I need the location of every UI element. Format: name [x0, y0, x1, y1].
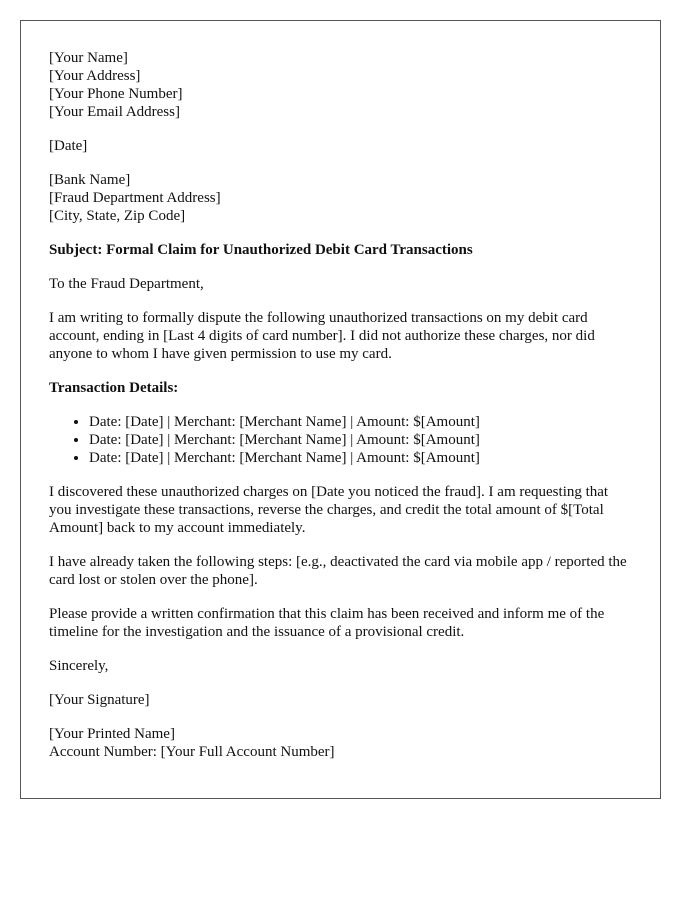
sender-phone: [Your Phone Number]: [49, 86, 183, 102]
letter: [20, 20, 661, 799]
fraud-department-address: [Fraud Department Address]: [49, 190, 221, 206]
transaction-details-heading: Transaction Details:: [49, 380, 179, 396]
intro-paragraph: I am writing to formally dispute the following unauthorized transactions on my debit card account, ending in [Last 4 digits of card number]. I did not authorize these charges, nor did anyone to whom I have given permission to use my card.: [49, 310, 595, 362]
subject-line: Subject: Formal Claim for Unauthorized Debit Card Transactions: [49, 242, 473, 258]
recipient-block: [49, 171, 632, 225]
printed-name: [Your Printed Name]: [49, 726, 175, 742]
signature: [Your Signature]: [49, 692, 150, 708]
confirmation-paragraph: Please provide a written confirmation that this claim has been received and inform me of the timeline for the investigation and the issuance of a provisional credit.: [49, 606, 605, 640]
request-paragraph: I discovered these unauthorized charges on [Date you noticed the fraud]. I am requesting that you investigate these transactions, reverse the charges, and credit the total amount of $[Total Amount] back to my account immediately.: [49, 484, 609, 536]
transaction-item: • Date: [Date] | Merchant: [Merchant Name] | Amount: $[Amount]: [89, 431, 632, 449]
transaction-item: • Date: [Date] | Merchant: [Merchant Name] | Amount: $[Amount]: [89, 413, 632, 431]
transaction-list: [49, 413, 632, 467]
bank-name: [Bank Name]: [49, 172, 131, 188]
sender-email: [Your Email Address]: [49, 104, 180, 120]
signoff-block: [49, 725, 632, 761]
city-state-zip: [City, State, Zip Code]: [49, 208, 186, 224]
salutation: To the Fraud Department,: [49, 276, 204, 292]
sender-block: [49, 49, 632, 121]
account-number: Account Number: [Your Full Account Number]: [49, 744, 335, 760]
letter-date: [Date]: [49, 138, 88, 154]
closing: Sincerely,: [49, 658, 109, 674]
sender-address: [Your Address]: [49, 68, 141, 84]
transaction-item: • Date: [Date] | Merchant: [Merchant Name] | Amount: $[Amount]: [89, 449, 632, 467]
steps-paragraph: I have already taken the following steps: [e.g., deactivated the card via mobile app / reported the card lost or stolen over the phone].: [49, 554, 627, 588]
sender-name: [Your Name]: [49, 50, 128, 66]
